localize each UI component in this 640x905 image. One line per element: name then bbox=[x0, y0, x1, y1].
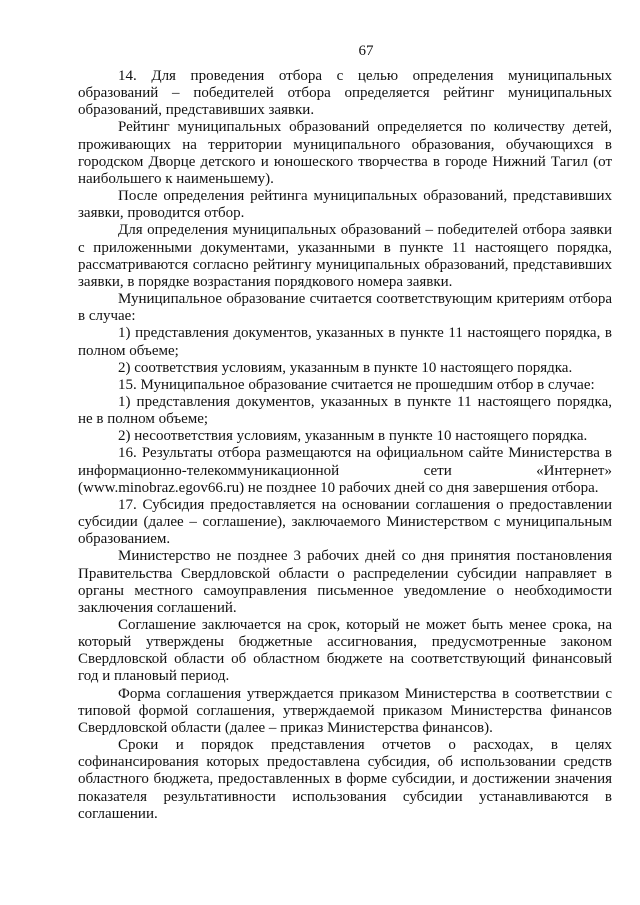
paragraph-criteria-2: 2) соответствия условиям, указанным в пункте 10 настоящего порядка. bbox=[118, 359, 573, 376]
paragraph-ministry-notice: Министерство не позднее 3 рабочих дней со дня принятия постановления Правительства Свердловской области о распределении субсидии направляет в органы местного самоуправления письменное уведомление о необходимости заключения соглашений. bbox=[78, 548, 612, 616]
paragraph-17: 17. Субсидия предоставляется на основании соглашения о предоставлении субсидии (далее – соглашение), заключаемого Министерством с муниципальным образованием. bbox=[78, 496, 612, 548]
paragraph-agreement-form: Форма соглашения утверждается приказом Министерства в соответствии с типовой формой соглашения, утверждаемой приказом Министерства финансов Свердловской области (далее – приказ Министерства финансов). bbox=[78, 685, 612, 736]
paragraph-15-2: 2) несоответствия условиям, указанным в пункте 10 настоящего порядка. bbox=[118, 428, 588, 445]
paragraph-15-1: 1) представления документов, указанных в пункте 11 настоящего порядка, не в полном объеме; bbox=[78, 393, 612, 428]
paragraph-criteria-1: 1) представления документов, указанных в пункте 11 настоящего порядка, в полном объеме; bbox=[78, 325, 612, 359]
paragraph-reporting: Сроки и порядок представления отчетов о расходах, в целях софинансирования которых предоставлена субсидия, об использовании средств областного бюджета, предоставленных в форме субсидии, и достижении значения показателя результативности использования субсидии устанавливаются в соглашении. bbox=[78, 737, 612, 822]
paragraph-after-rating: После определения рейтинга муниципальных образований, представивших заявки, проводится отбор. bbox=[78, 188, 612, 222]
paragraph-15: 15. Муниципальное образование считается не прошедшим отбор в случае: bbox=[118, 376, 595, 393]
paragraph-16: 16. Результаты отбора размещаются на официальном сайте Министерства в информационно-телекоммуникационной сети «Интернет» (www.minobraz.egov66.ru) не позднее 10 рабочих дней со дня завершения отбора. bbox=[78, 445, 612, 496]
paragraph-agreement-term: Соглашение заключается на срок, который не может быть менее срока, на который утверждены бюджетные ассигнования, предусмотренные законом Свердловской области об областном бюджете на соответствующий финансовый год и плановый период. bbox=[78, 617, 612, 685]
page-number: 67 bbox=[358, 43, 374, 59]
paragraph-14-intro: 14. Для проведения отбора с целью определения муниципальных образований – победителей отбора определяется рейтинг муниципальных образований, представивших заявки. bbox=[78, 68, 612, 119]
paragraph-winners: Для определения муниципальных образований – победителей отбора заявки с приложенными документами, указанными в пункте 11 настоящего порядка, рассматриваются согласно рейтингу муниципальных образований, представивших заявки, в порядке возрастания порядкового номера заявки. bbox=[78, 222, 612, 290]
document-body bbox=[78, 68, 612, 823]
paragraph-rating: Рейтинг муниципальных образований определяется по количеству детей, проживающих на территории муниципального образования, обучающихся в городском Дворце детского и юношеского творчества в городе Нижний Тагил (от наибольшего к наименьшему). bbox=[78, 119, 612, 187]
paragraph-criteria: Муниципальное образование считается соответствующим критериям отбора в случае: bbox=[78, 291, 612, 325]
